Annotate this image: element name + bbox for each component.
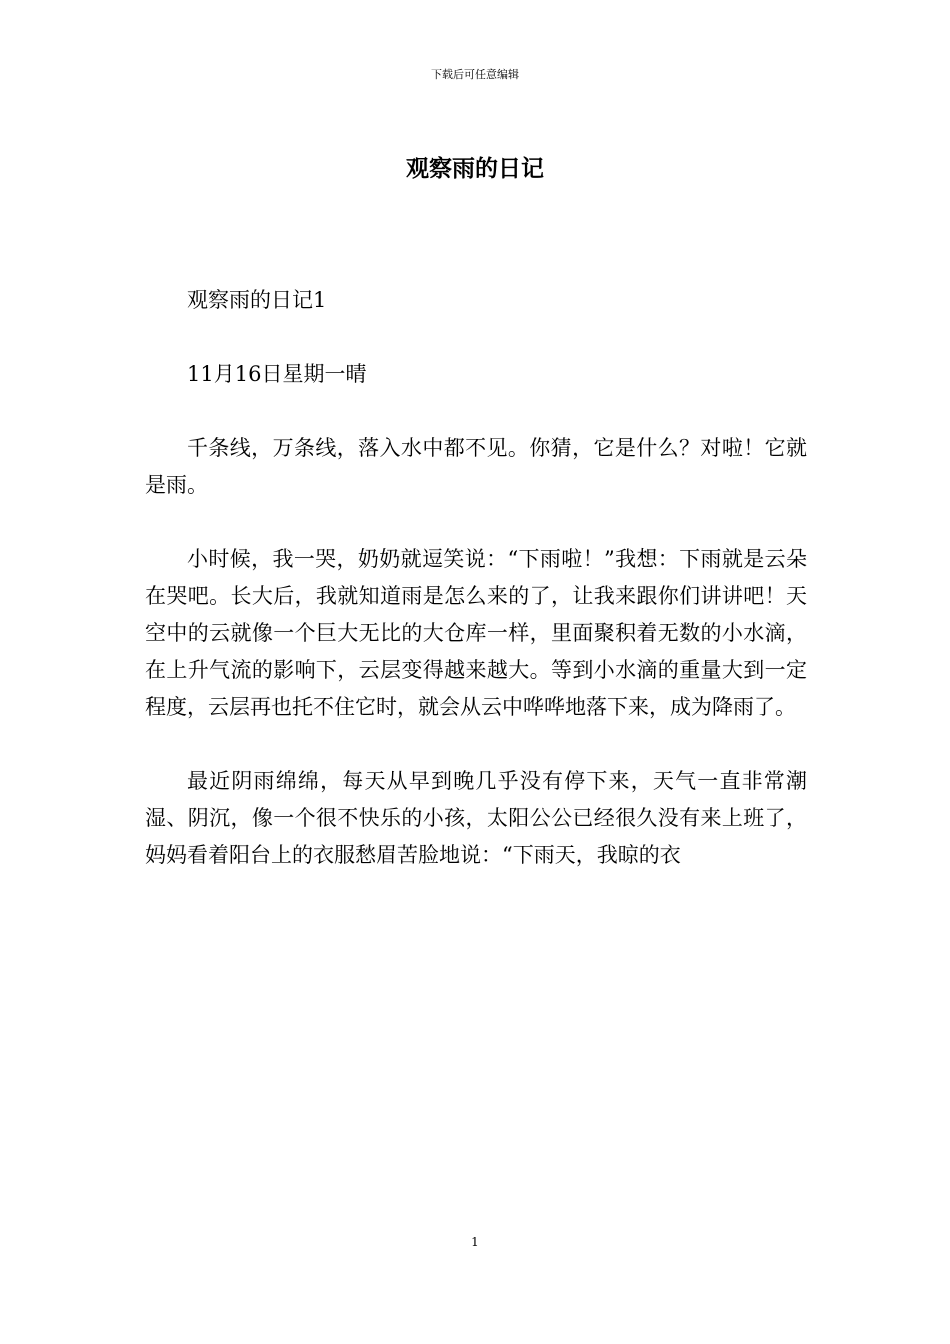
paragraph: 千条线，万条线，落入水中都不见。你猜，它是什么？对啦！它就是雨。 <box>145 436 807 497</box>
document-title: 观察雨的日记 <box>406 155 544 182</box>
header-note: 下载后可任意编辑 <box>431 68 519 81</box>
document-body <box>145 282 807 911</box>
paragraph-date: 11月16日星期一晴 <box>187 362 367 386</box>
paragraph: 小时候，我一哭，奶奶就逗笑说：“下雨啦！”我想：下雨就是云朵在哭吧。长大后，我就知道雨是怎么来的了，让我来跟你们讲讲吧！天空中的云就像一个巨大无比的大仓库一样，里面聚积着无数的小水滴，在上升气流的影响下，云层变得越来越大。等到小水滴的重量大到一定程度，云层再也托不住它时，就会从云中哗哗地落下来，成为降雨了。 <box>145 547 807 719</box>
paragraph-subtitle: 观察雨的日记1 <box>187 288 327 312</box>
paragraph: 最近阴雨绵绵，每天从早到晚几乎没有停下来，天气一直非常潮湿、阴沉，像一个很不快乐的小孩，太阳公公已经很久没有来上班了，妈妈看着阳台上的衣服愁眉苦脸地说：“下雨天，我晾的衣 <box>145 769 807 867</box>
page-number: 1 <box>471 1235 479 1249</box>
